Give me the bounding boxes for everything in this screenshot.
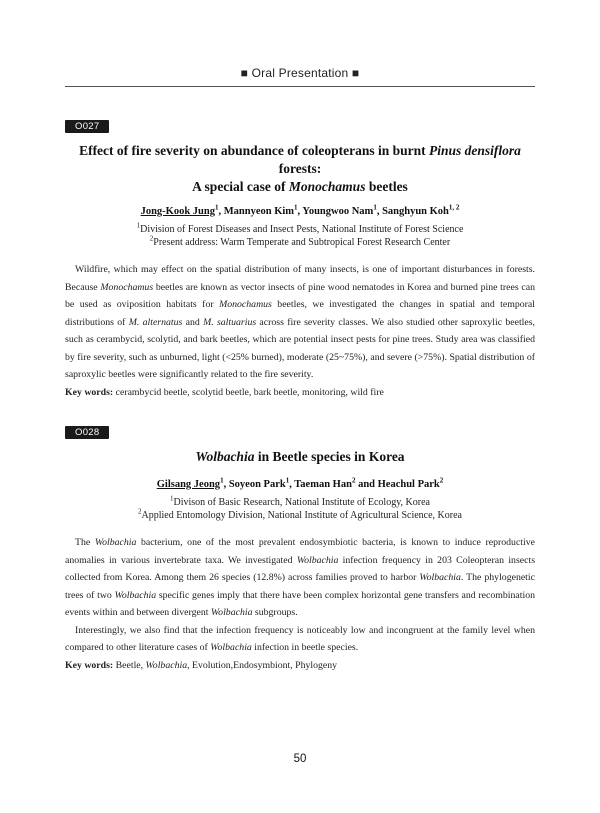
affiliations — [65, 496, 535, 522]
body-text: specific genes imply that there have been complex horizontal gene transfers and recombination events within and between divergent — [65, 589, 535, 618]
title-text: forests: — [278, 161, 322, 176]
body-italic: Monochamus — [100, 281, 154, 293]
author-sup: 1, 2 — [448, 203, 460, 212]
presenting-author: Gilsang Jeong — [156, 479, 221, 490]
keywords-text: , Evolution,Endosymbiont, Phylogeny — [187, 659, 338, 671]
author-sup: 1 — [215, 203, 219, 212]
keywords-line — [65, 387, 535, 398]
affil-text: Present address: Warm Temperate and Subtropical Forest Research Center — [153, 237, 451, 248]
body-italic: Monochamus — [219, 299, 272, 310]
affil-text: Applied Entomology Division, National Institute of Agricultural Science, Korea — [141, 510, 462, 521]
body-paragraph — [65, 622, 535, 657]
author-sup: 2 — [439, 476, 444, 485]
abstract-body — [65, 261, 535, 384]
abstract-code-badge: O027 — [65, 120, 109, 133]
affil-text: Divison of Basic Research, National Institute of Ecology, Korea — [173, 497, 430, 508]
affil-sup: 2 — [149, 234, 154, 243]
affil-sup: 2 — [138, 507, 142, 516]
body-paragraph — [65, 534, 535, 622]
abstract-title — [65, 142, 535, 196]
title-text: Effect of fire severity on abundance of coleopterans in burnt — [79, 143, 430, 158]
keywords-line — [65, 660, 535, 671]
body-italic: M. alternatus — [128, 316, 183, 328]
title-italic: Pinus densiflora — [429, 143, 521, 158]
author: Mannyeon Kim — [223, 206, 295, 217]
affiliation-line — [65, 509, 535, 522]
body-italic: Wolbachia — [94, 537, 137, 548]
keywords-text: cerambycid beetle, scolytid beetle, bark beetle, monitoring, wild fire — [113, 386, 384, 398]
author-sup: 1 — [285, 476, 290, 485]
abstract-o027 — [65, 116, 535, 398]
affil-sup: 1 — [136, 221, 141, 230]
affiliation-line — [65, 223, 535, 236]
title-italic: Wolbachia — [195, 449, 255, 464]
body-text: across fire severity classes. We also studied other saproxylic beetles, such as cerambycid, scolytid, and bark beetles, which are potential insect pests for pine trees. Study area was classified by fire severity, such as unburned, light (<25% burned), moderate (25~75%), and severe (>75%). Spatial distribution of saproxylic beetles were significantly related to the fire severity. — [65, 316, 535, 380]
body-text: infection frequency in 203 Coleopteran insects collected from Korea. Among them 26 species (12.8%) across families proved to harbor — [65, 554, 536, 583]
abstract-title — [65, 448, 535, 466]
body-text: Interestingly, we also find that the infection frequency is noticeably low and incongruent at the family level when compared to other literature cases of — [65, 624, 535, 653]
body-italic: Wolbachia — [296, 554, 339, 566]
presenting-author: Jong-Kook Jung — [140, 206, 215, 217]
body-text: beetles, we investigated the changes in spatial and temporal distributions of — [65, 299, 536, 328]
keywords-label: Key words: — [65, 659, 114, 671]
page-number: 50 — [293, 753, 307, 765]
title-text: in Beetle species in Korea — [254, 449, 405, 464]
affiliations — [65, 223, 535, 249]
author: Taeman Han — [294, 479, 352, 490]
author-sup: 1 — [373, 203, 377, 212]
body-italic: M. saltuarius — [203, 316, 257, 328]
body-text: infection in beetle species. — [251, 642, 359, 653]
author: Sanghyun Koh — [382, 206, 449, 217]
author-sup: 1 — [220, 476, 224, 485]
body-text: bacterium, one of the most prevalent endosymbiotic bacteria, is known to induce reproductive anomalies in various invertebrate taxa. We investigated — [65, 537, 535, 566]
affil-sup: 1 — [169, 494, 174, 503]
author-list: Gilsang Jeong$^1$, Soyeon Park$^1$, Taeman Han$^2$ and Heachul Park$^2$ — [156, 476, 444, 490]
author: Soyeon Park — [228, 479, 286, 490]
author-list: Jong-Kook Jung$^1$, Mannyeon Kim$^1$, Youngwoo Nam$^1$, Sanghyun Koh$^{1, 2}$ — [140, 203, 460, 217]
body-text: . The phylogenetic trees of two — [65, 572, 535, 601]
header-divider — [65, 86, 535, 87]
title-text: beetles — [365, 179, 408, 194]
body-text: Wildfire, which may effect on the spatial distribution of many insects, is one of important disturbances in forests. Because — [65, 264, 535, 293]
section-header: ■ Oral Presentation ■ — [240, 66, 360, 80]
body-paragraph — [65, 261, 535, 384]
body-text: and — [182, 316, 204, 328]
author: Heachul Park — [377, 479, 440, 490]
abstract-code-badge: O028 — [65, 426, 109, 439]
keywords-label: Key words: — [65, 386, 114, 398]
abstract-o028 — [65, 422, 535, 671]
keywords-text: Beetle, — [113, 659, 146, 671]
author: Youngwoo Nam — [302, 206, 374, 217]
body-italic: Wolbachia — [210, 642, 252, 653]
affil-text: Division of Forest Diseases and Insect Pests, National Institute of Forest Science — [140, 224, 464, 235]
body-italic: Wolbachia — [419, 572, 461, 583]
body-text: subgroups. — [252, 607, 298, 618]
author-sup: 1 — [294, 203, 298, 212]
body-text: beetles are known as vector insects of pine wood nematodes in Korea and burned pine trees can be used as oviposition habitats for — [65, 281, 535, 310]
title-text: A special case of — [192, 179, 289, 194]
title-italic: Monochamus — [288, 179, 366, 194]
keywords-italic: Wolbachia — [145, 659, 188, 671]
abstract-body — [65, 534, 535, 657]
body-text: The — [75, 537, 95, 548]
body-italic: Wolbachia — [114, 589, 157, 601]
affiliation-line — [65, 236, 535, 249]
author-sup: 2 — [351, 476, 356, 485]
affiliation-line — [65, 496, 535, 509]
body-italic: Wolbachia — [210, 607, 253, 618]
